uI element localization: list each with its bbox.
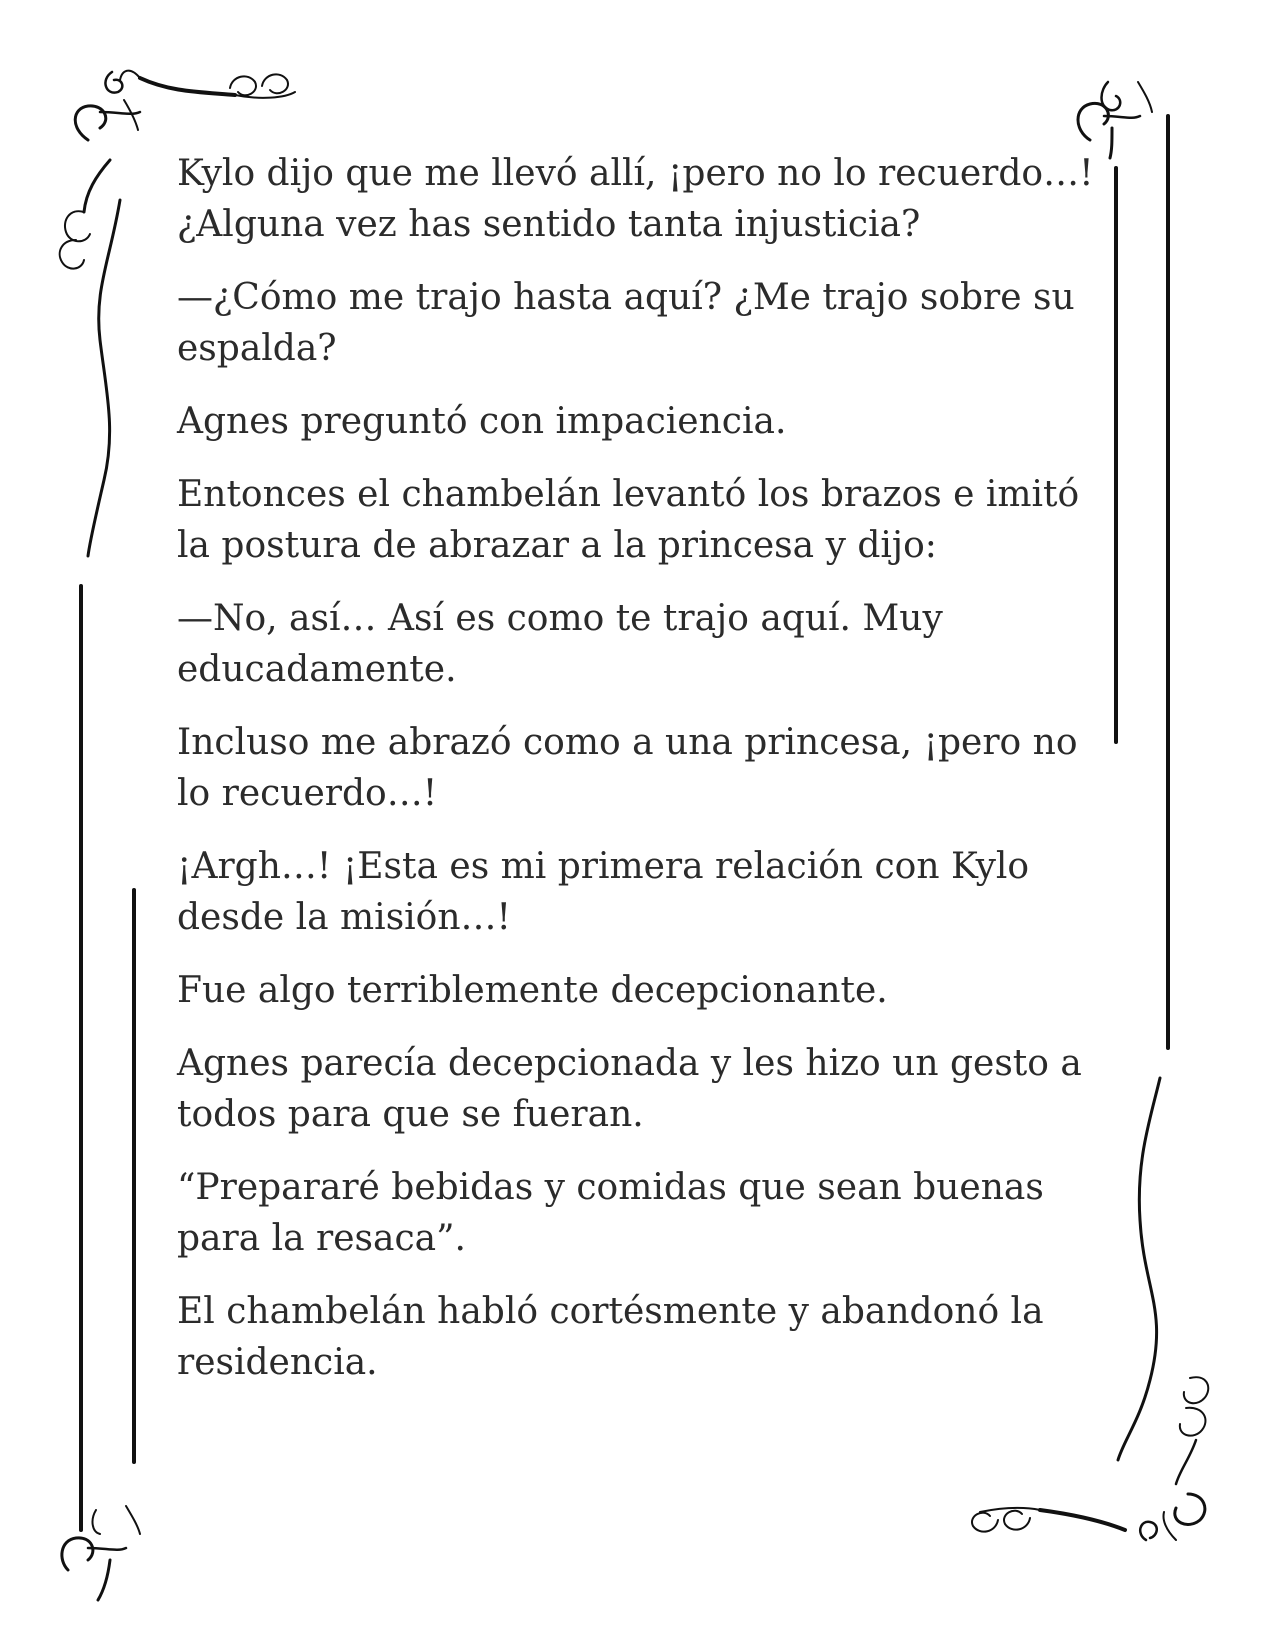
paragraph: Agnes parecía decepcionada y les hizo un gesto a todos para que se fueran. xyxy=(177,1043,1082,1135)
paragraph: Entonces el chambelán levantó los brazos e imitó la postura de abrazar a la princesa y dijo: xyxy=(177,474,1080,566)
paragraph: Kylo dijo que me llevó allí, ¡pero no lo recuerdo…! ¿Alguna vez has sentido tanta injusticia? xyxy=(177,153,1094,245)
document-body xyxy=(177,148,1112,1410)
paragraph: Incluso me abrazó como a una princesa, ¡pero no lo recuerdo…! xyxy=(177,722,1078,814)
paragraph: ¡Argh…! ¡Esta es mi primera relación con Kylo desde la misión…! xyxy=(177,846,1030,938)
paragraph: Fue algo terriblemente decepcionante. xyxy=(177,970,888,1011)
top-right-flourish-icon xyxy=(1078,82,1152,158)
paragraph: —No, así… Así es como te trajo aquí. Muy educadamente. xyxy=(177,598,943,690)
bottom-left-flourish-icon xyxy=(62,1506,140,1600)
paragraph: Agnes preguntó con impaciencia. xyxy=(177,401,787,442)
paragraph: —¿Cómo me trajo hasta aquí? ¿Me trajo sobre su espalda? xyxy=(177,277,1075,369)
paragraph: El chambelán habló cortésmente y abandonó la residencia. xyxy=(177,1291,1044,1383)
paragraph: “Prepararé bebidas y comidas que sean buenas para la resaca”. xyxy=(177,1167,1044,1259)
